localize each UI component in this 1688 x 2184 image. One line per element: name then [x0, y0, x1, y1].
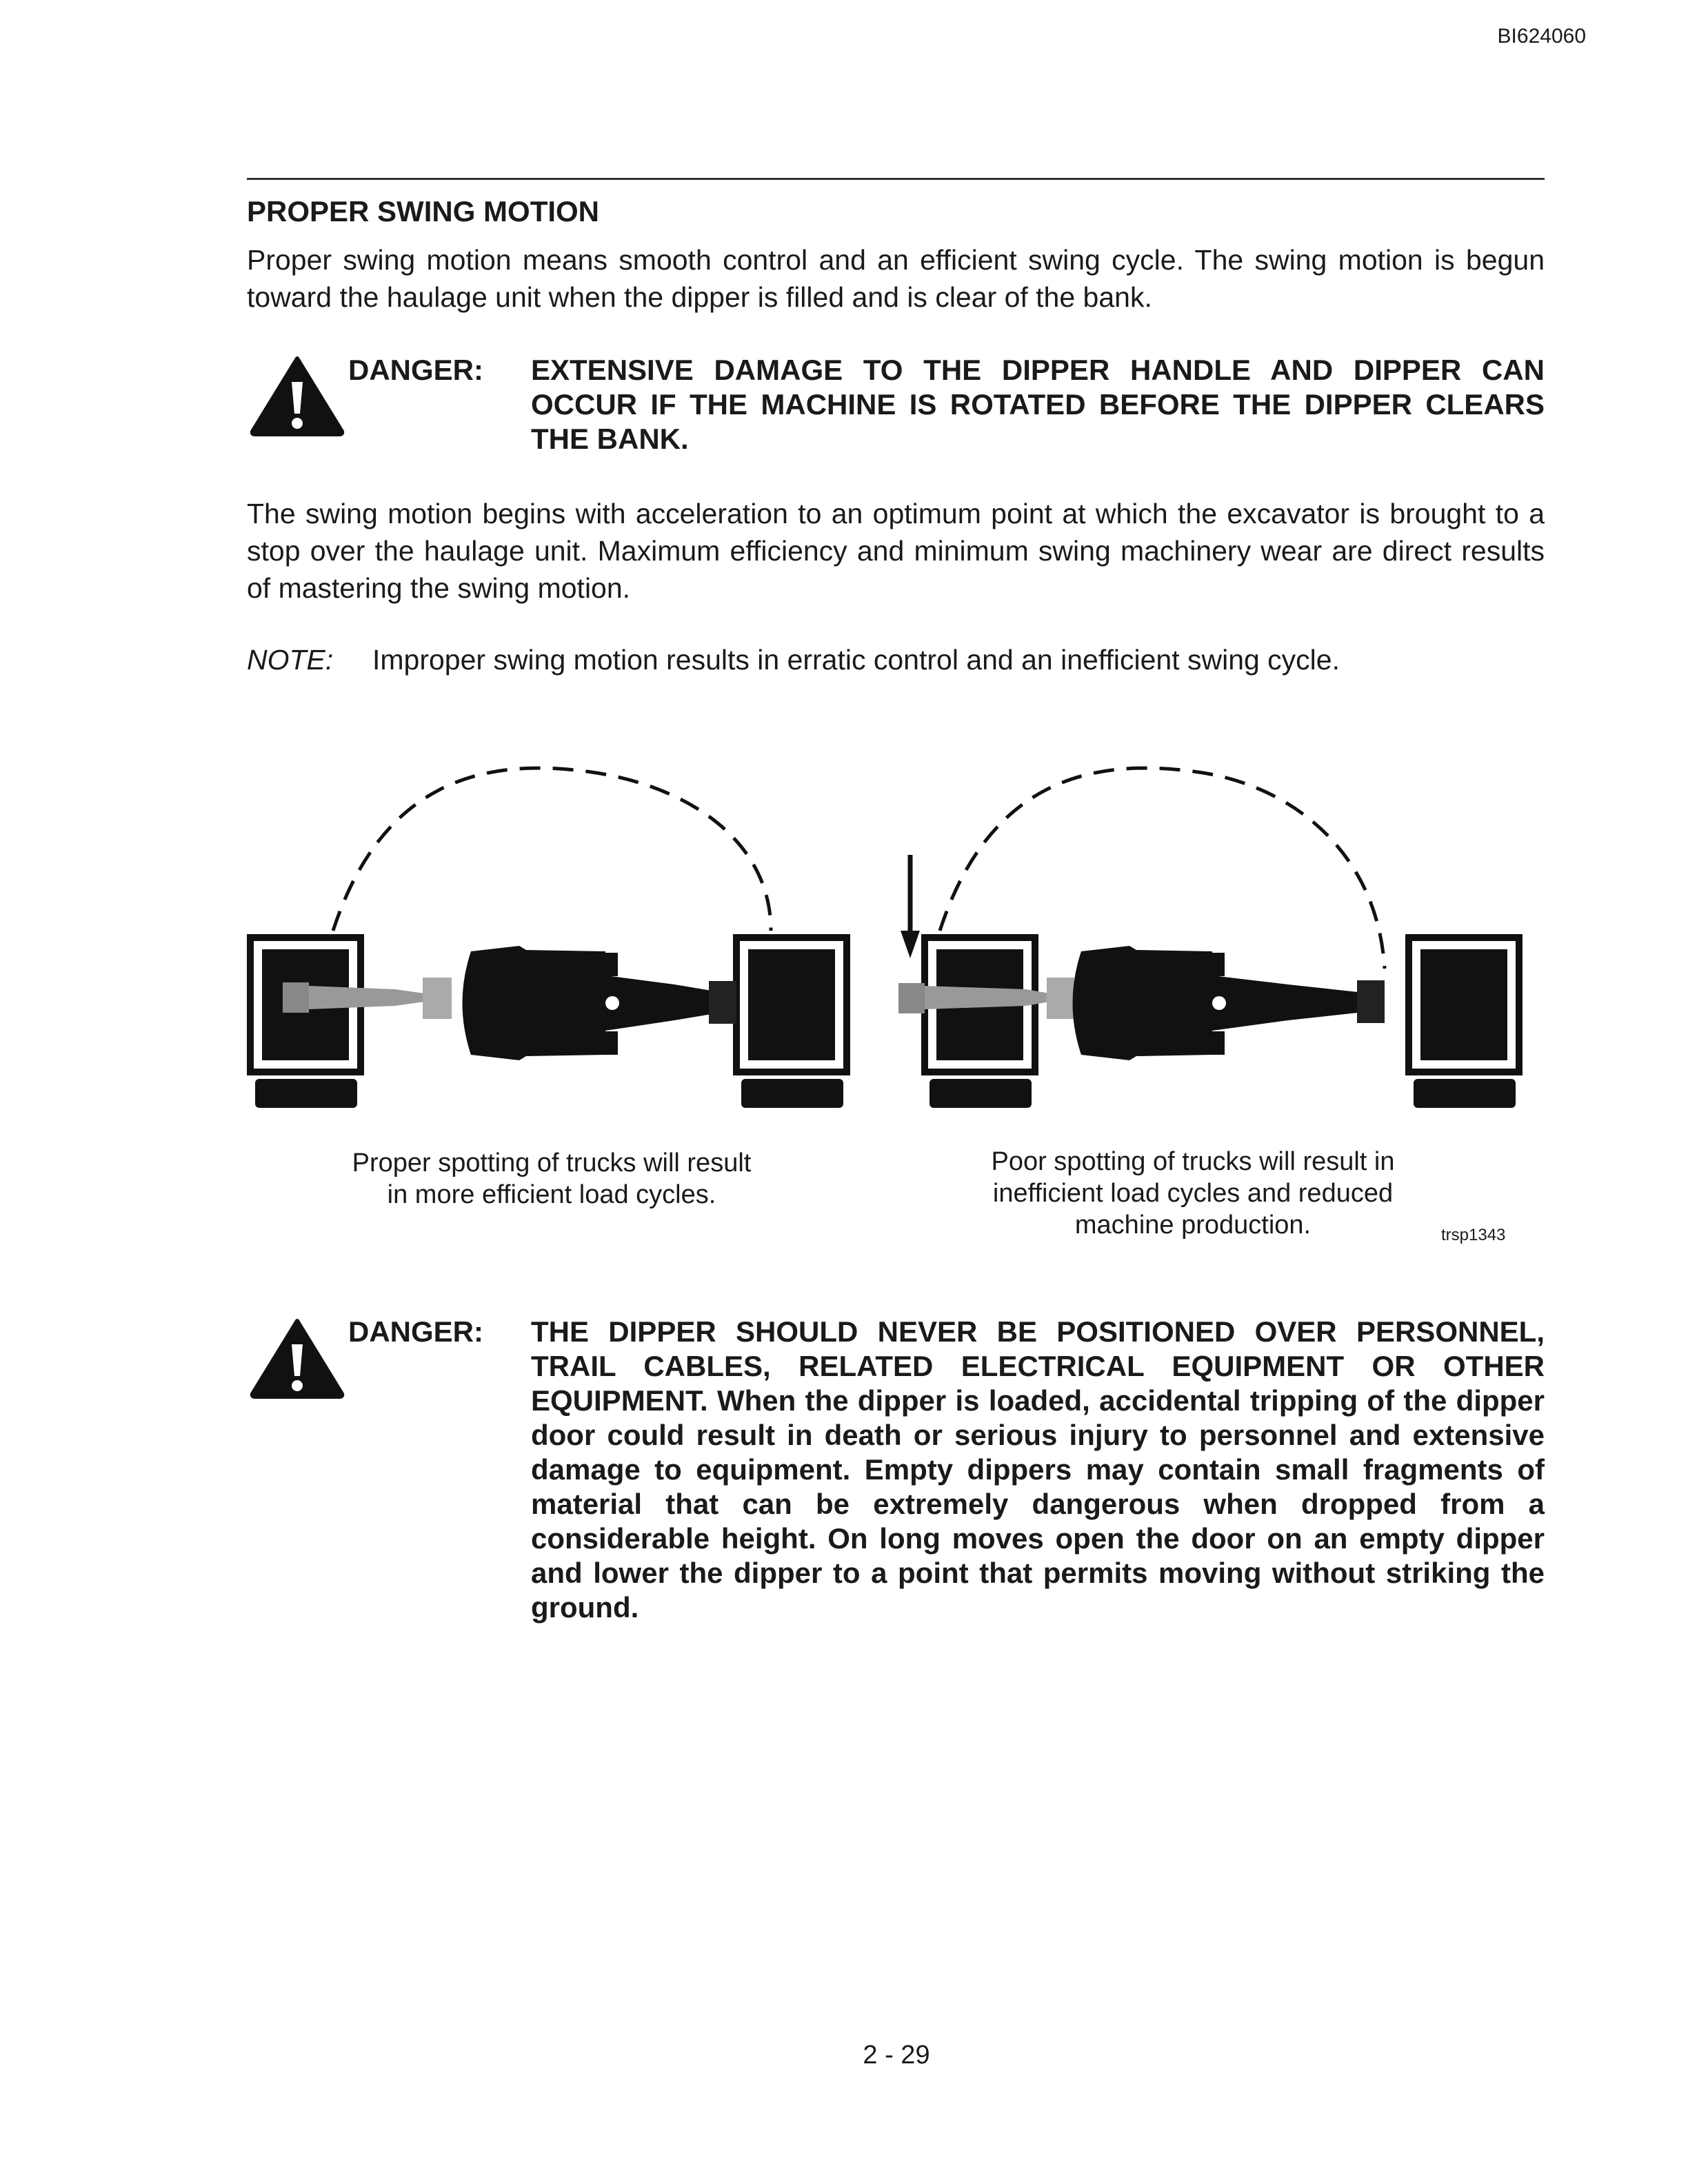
- note-label: NOTE:: [247, 644, 334, 676]
- excavator-right: [1073, 946, 1213, 1060]
- warning-triangle-icon: [248, 354, 346, 437]
- truck-spotting-diagram: [247, 731, 1550, 1144]
- danger-label: DANGER:: [348, 354, 483, 386]
- danger-message-body: When the dipper is loaded, accidental tripping of the dipper door could result in death or serious injury to personnel and extensive damage to equipment. Empty dippers may contain small fragments of material that can be extremely dangerous when dropped from a considerable height. On long moves open the door on an empty dipper and lower the dipper to a point that permits moving without striking the ground.: [531, 1384, 1545, 1624]
- intro-paragraph: Proper swing motion means smooth control and an efficient swing cycle. The swing motion is begun toward the haulage unit when the dipper is filled and is clear of the bank.: [247, 244, 1545, 313]
- proper-spotting-illustration: [247, 768, 850, 1108]
- page-number: 2 - 29: [863, 2041, 930, 2070]
- figure-code: trsp1343: [1441, 1226, 1506, 1244]
- document-id: BI624060: [1497, 25, 1586, 48]
- caption-proper-spotting: Proper spotting of trucks will result in more efficient load cycles.: [352, 1149, 752, 1209]
- caption-poor-spotting: Poor spotting of trucks will result in inefficient load cycles and reduced machine production.: [991, 1147, 1395, 1240]
- excavator-left: [463, 946, 606, 1060]
- poor-spotting-illustration: [898, 768, 1523, 1108]
- danger-label: DANGER:: [348, 1315, 483, 1348]
- note-text: Improper swing motion results in erratic control and an inefficient swing cycle.: [372, 644, 1340, 676]
- section-title: PROPER SWING MOTION: [247, 195, 600, 228]
- swing-arc-left: [333, 768, 771, 931]
- danger-message: EXTENSIVE DAMAGE TO THE DIPPER HANDLE AND DIPPER CAN OCCUR IF THE MACHINE IS ROTATED BEFORE THE DIPPER CLEARS THE BANK.: [531, 354, 1545, 455]
- danger-message: [531, 1315, 1545, 1625]
- arrow-down-icon: [901, 931, 920, 958]
- swing-motion-paragraph: The swing motion begins with acceleration to an optimum point at which the excavator is brought to a stop over the haulage unit. Maximum efficiency and minimum swing machinery wear are direct results of mastering the swing motion.: [247, 498, 1545, 604]
- danger-message-caps: THE DIPPER SHOULD NEVER BE POSITIONED OVER PERSONNEL, TRAIL CABLES, RELATED ELECTRICAL EQUIPMENT OR OTHER EQUIPMENT.: [531, 1315, 1545, 1417]
- warning-triangle-icon: [248, 1317, 346, 1399]
- top-divider: [247, 178, 1545, 180]
